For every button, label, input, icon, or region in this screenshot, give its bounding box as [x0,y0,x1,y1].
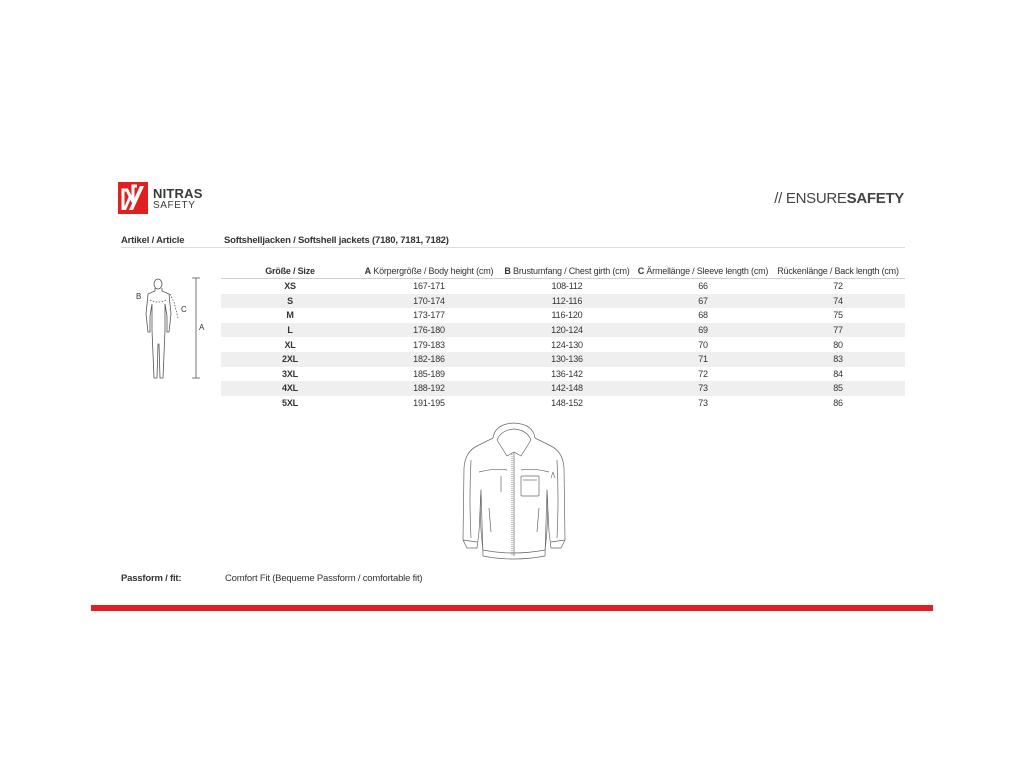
body-height-cell: 179-183 [413,339,445,350]
body-height-cell: 167-171 [413,281,445,292]
sleeve-length-cell: 66 [698,281,708,292]
chest-girth-cell: 124-130 [551,339,583,350]
sleeve-length-cell: 71 [635,352,771,367]
size-cell: 5XL [282,398,298,409]
chest-girth-cell: 116-120 [551,310,583,321]
table-row [221,352,905,367]
table-row [221,279,905,294]
size-cell: S [221,294,359,309]
brand-tagline [774,190,904,207]
table-row [221,323,905,338]
header-size: Größe / Size [221,264,359,279]
size-table [221,264,905,410]
sleeve-length-cell: 69 [635,323,771,338]
figure-label-c: C [181,305,187,314]
body-height-cell: 185-189 [413,368,445,379]
body-measurement-figure-icon [128,274,218,384]
size-cell: XL [284,339,296,350]
sleeve-length-cell: 72 [698,368,708,379]
figure-label-b: B [136,292,142,301]
chest-girth-cell: 136-142 [551,368,583,379]
nitras-logo-icon [118,182,148,214]
table-row [221,337,905,352]
header-chest-girth: B Brustumfang / Chest girth (cm) [499,264,635,279]
tagline-prefix: // ENSURE [774,190,847,207]
table-row [221,396,905,411]
size-cell: XS [284,281,296,292]
fit-value: Comfort Fit (Bequeme Passform / comfortable fit) [225,573,423,584]
table-row [221,294,905,309]
chest-girth-cell: 148-152 [551,398,583,409]
chest-girth-cell: 120-124 [499,323,635,338]
body-height-cell: 173-177 [413,310,445,321]
chest-girth-cell: 142-148 [499,381,635,396]
softshell-jacket-drawing-icon [455,420,573,570]
article-label: Artikel / Article [121,235,185,246]
header-back-length: Rückenlänge / Back length (cm) [771,264,905,279]
body-height-cell: 170-174 [359,294,499,309]
article-divider [121,247,905,248]
back-length-cell: 86 [833,398,843,409]
sleeve-length-cell: 73 [698,398,708,409]
sleeve-length-cell: 68 [698,310,708,321]
sleeve-length-cell: 67 [635,294,771,309]
chest-girth-cell: 130-136 [499,352,635,367]
sleeve-length-cell: 70 [698,339,708,350]
back-length-cell: 85 [771,381,905,396]
brand-subname: SAFETY [153,200,196,211]
back-length-cell: 84 [833,368,843,379]
back-length-cell: 77 [771,323,905,338]
header-sleeve-length: C Ärmellänge / Sleeve length (cm) [635,264,771,279]
tagline-bold: SAFETY [846,190,904,207]
body-height-cell: 176-180 [359,323,499,338]
back-length-cell: 83 [771,352,905,367]
accent-bar [91,605,933,611]
body-height-cell: 188-192 [359,381,499,396]
fit-label: Passform / fit: [121,573,182,584]
body-height-cell: 182-186 [359,352,499,367]
header-body-height: A Körpergröße / Body height (cm) [359,264,499,279]
table-row [221,381,905,396]
size-cell: 4XL [221,381,359,396]
chest-girth-cell: 112-116 [499,294,635,309]
figure-label-a: A [199,323,205,332]
back-length-cell: 80 [833,339,843,350]
size-cell: M [286,310,294,321]
chest-girth-cell: 108-112 [551,281,583,292]
article-value: Softshelljacken / Softshell jackets (7180, 7181, 7182) [224,235,449,246]
sleeve-length-cell: 73 [635,381,771,396]
back-length-cell: 74 [771,294,905,309]
back-length-cell: 72 [833,281,843,292]
size-cell: 2XL [221,352,359,367]
size-table-header-row [221,264,905,279]
body-height-cell: 191-195 [413,398,445,409]
size-cell: 3XL [282,368,298,379]
back-length-cell: 75 [833,310,843,321]
table-row [221,367,905,382]
table-row [221,308,905,323]
size-cell: L [221,323,359,338]
brand-name: NITRAS [153,186,203,201]
